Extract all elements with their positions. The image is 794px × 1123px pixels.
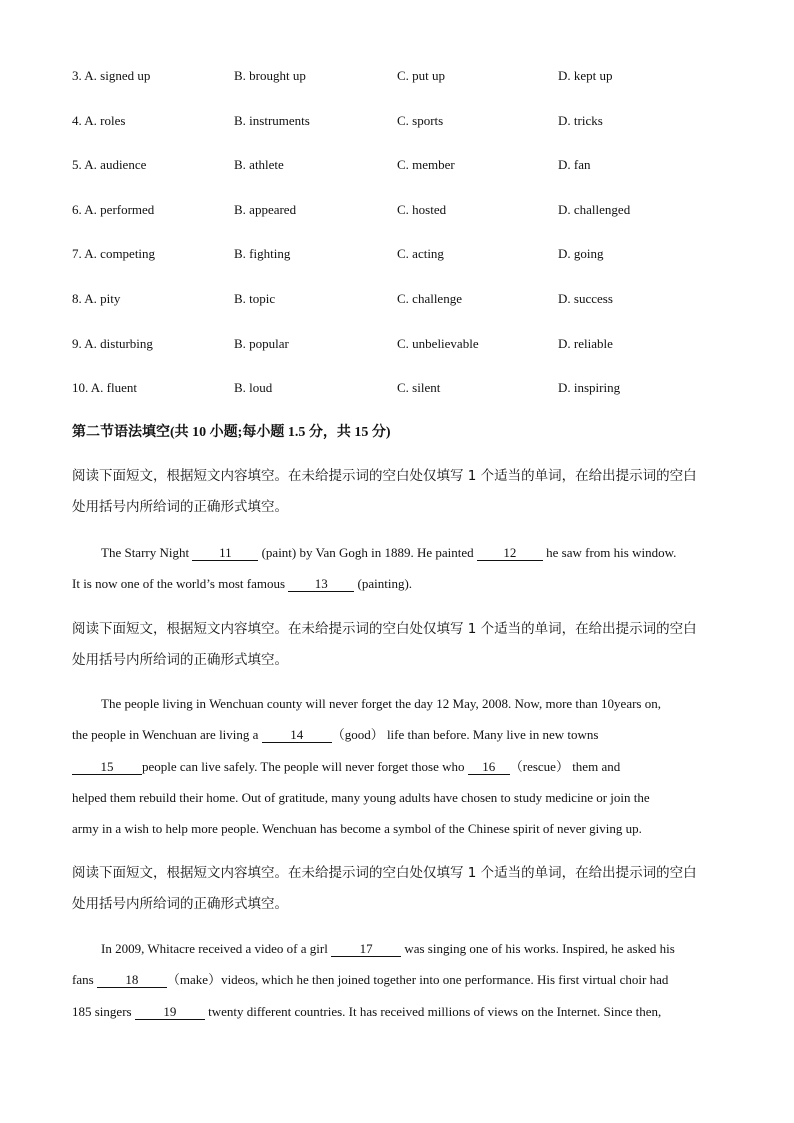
blank-15[interactable]: 15 xyxy=(72,759,142,775)
option-b[interactable]: B. appeared xyxy=(234,201,297,217)
instructions-line: 处用括号内所给词的正确形式填空。 xyxy=(72,896,288,912)
option-c[interactable]: C. acting xyxy=(397,246,444,262)
passage-line: The people living in Wenchuan county will never forget the day 12 May, 2008. Now, more than 10years on, xyxy=(101,696,661,711)
passage-line xyxy=(72,568,722,599)
text: （make）videos, which he then joined together into one performance. His first virtual choir had xyxy=(166,972,669,988)
passage-2 xyxy=(72,688,722,844)
instructions-line: 阅读下面短文，根据短文内容填空。在未给提示词的空白处仅填写 1 个适当的单词，在给出提示词的空白 xyxy=(72,468,697,484)
option-c[interactable]: C. silent xyxy=(397,380,441,396)
instructions-line: 阅读下面短文，根据短文内容填空。在未给提示词的空白处仅填写 1 个适当的单词，在给出提示词的空白 xyxy=(72,621,697,637)
section-title: 第二节语法填空(共 10 小题;每小题 1.5 分，共 15 分) xyxy=(72,425,391,440)
option-a[interactable]: 3. A. signed up xyxy=(72,68,151,83)
text: （rescue） them and xyxy=(509,758,621,774)
instructions-line: 处用括号内所给词的正确形式填空。 xyxy=(72,652,288,668)
instructions xyxy=(72,614,732,676)
text: (paint) by Van Gogh in 1889. He painted xyxy=(258,545,477,560)
option-b[interactable]: B. topic xyxy=(234,291,276,306)
text: he saw from his window. xyxy=(542,545,677,560)
blank-17[interactable]: 17 xyxy=(331,941,401,957)
passage-line: army in a wish to help more people. Wenchuan has become a symbol of the Chinese spirit of never giving up. xyxy=(72,821,642,837)
option-a[interactable]: 4. A. roles xyxy=(72,112,126,128)
option-row xyxy=(72,155,752,175)
option-a[interactable]: 8. A. pity xyxy=(72,291,121,306)
option-d[interactable]: D. going xyxy=(558,246,604,262)
text: was singing one of his works. Inspired, he asked his xyxy=(401,941,675,956)
option-row xyxy=(72,378,752,398)
option-d[interactable]: D. reliable xyxy=(558,335,613,351)
text: the people in Wenchuan are living a xyxy=(72,727,262,743)
option-a[interactable]: 10. A. fluent xyxy=(72,380,137,396)
option-a[interactable]: 7. A. competing xyxy=(72,246,156,262)
passage-1 xyxy=(72,537,722,600)
text: people can live safely. The people will never forget those who xyxy=(142,758,468,774)
option-d[interactable]: D. fan xyxy=(558,157,591,173)
option-row xyxy=(72,200,752,220)
text: In 2009, Whitacre received a video of a girl xyxy=(101,941,332,956)
instructions-line: 处用括号内所给词的正确形式填空。 xyxy=(72,499,288,515)
option-b[interactable]: B. loud xyxy=(234,380,273,396)
option-c[interactable]: C. challenge xyxy=(397,291,462,306)
text: twenty different countries. It has received millions of views on the Internet. Since then, xyxy=(204,1003,662,1019)
option-c[interactable]: C. unbelievable xyxy=(397,335,479,351)
instructions-line: 阅读下面短文，根据短文内容填空。在未给提示词的空白处仅填写 1 个适当的单词，在给出提示词的空白 xyxy=(72,865,697,881)
option-a[interactable]: 6. A. performed xyxy=(72,201,155,217)
option-a[interactable]: 5. A. audience xyxy=(72,157,147,173)
passage-line xyxy=(72,964,722,995)
passage-3 xyxy=(72,933,722,1027)
blank-11[interactable]: 11 xyxy=(192,545,258,561)
option-d[interactable]: D. challenged xyxy=(558,201,631,217)
blank-13[interactable]: 13 xyxy=(288,576,354,592)
option-d[interactable]: D. inspiring xyxy=(558,380,621,396)
text: It is now one of the world’s most famous xyxy=(72,576,289,592)
passage-line xyxy=(72,751,722,782)
option-row xyxy=(72,111,752,131)
passage-line xyxy=(72,996,722,1027)
option-d[interactable]: D. tricks xyxy=(558,112,603,128)
text: fans xyxy=(72,972,97,988)
option-b[interactable]: B. athlete xyxy=(234,157,284,173)
blank-16[interactable]: 16 xyxy=(468,759,510,775)
option-d[interactable]: D. success xyxy=(558,291,613,306)
option-c[interactable]: C. member xyxy=(397,157,455,173)
option-c[interactable]: C. put up xyxy=(397,68,446,83)
option-c[interactable]: C. hosted xyxy=(397,201,447,217)
blank-19[interactable]: 19 xyxy=(135,1004,205,1020)
option-row xyxy=(72,289,752,309)
blank-14[interactable]: 14 xyxy=(262,727,332,743)
option-row xyxy=(72,334,752,354)
text: (painting). xyxy=(354,576,413,592)
instructions xyxy=(72,858,732,920)
text: （good） life than before. Many live in new towns xyxy=(331,727,599,743)
option-row xyxy=(72,66,752,86)
option-b[interactable]: B. popular xyxy=(234,335,289,351)
option-b[interactable]: B. fighting xyxy=(234,246,291,262)
option-c[interactable]: C. sports xyxy=(397,112,444,128)
option-d[interactable]: D. kept up xyxy=(558,68,613,83)
option-b[interactable]: B. instruments xyxy=(234,112,310,128)
text: 185 singers xyxy=(72,1003,135,1019)
instructions xyxy=(72,461,732,523)
blank-12[interactable]: 12 xyxy=(477,545,543,561)
text: The Starry Night xyxy=(101,545,193,560)
passage-line xyxy=(72,719,722,750)
option-a[interactable]: 9. A. disturbing xyxy=(72,335,153,351)
blank-18[interactable]: 18 xyxy=(97,972,167,988)
passage-line xyxy=(72,537,722,568)
option-b[interactable]: B. brought up xyxy=(234,68,306,83)
passage-line xyxy=(72,933,722,964)
passage-line: helped them rebuild their home. Out of gratitude, many young adults have chosen to study medicine or join the xyxy=(72,789,650,805)
option-row xyxy=(72,244,752,264)
